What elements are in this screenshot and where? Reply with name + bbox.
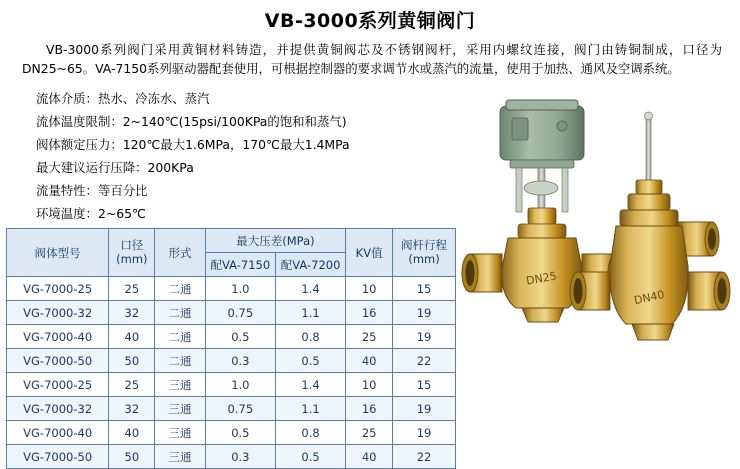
bonnet-right — [628, 194, 670, 210]
cell-model: VG-7000-25 — [7, 277, 109, 301]
spec-list — [36, 88, 456, 226]
table-body — [7, 277, 456, 469]
cell-p7150: 1.0 — [205, 277, 275, 301]
packing-nut-right — [636, 180, 662, 194]
cell-p7200: 1.1 — [275, 301, 345, 325]
stem-tip-right — [645, 112, 653, 120]
cell-p7150: 0.75 — [205, 301, 275, 325]
port-bore-right-outlet — [718, 278, 727, 304]
cell-dn: 25 — [109, 277, 155, 301]
column-header-form: 形式 — [155, 229, 205, 277]
cell-form: 三通 — [155, 397, 205, 421]
body-marking-left: DN25 — [525, 269, 558, 288]
cell-travel: 19 — [393, 301, 456, 325]
yoke-left-post — [516, 168, 522, 212]
column-header-model: 阀体型号 — [7, 229, 109, 277]
bottom-plug-left — [522, 308, 564, 322]
spec-item-max-pressure-drop: 最大建议运行压降：200KPa — [36, 159, 194, 175]
cell-p7150: 0.3 — [205, 445, 275, 469]
column-header-max-dp: 最大压差(MPa) — [205, 229, 345, 253]
cell-model: VG-7000-32 — [7, 397, 109, 421]
cell-model: VG-7000-40 — [7, 325, 109, 349]
table-header-row-1 — [7, 229, 456, 253]
cell-travel: 19 — [393, 421, 456, 445]
cell-form: 二通 — [155, 277, 205, 301]
cell-travel: 19 — [393, 397, 456, 421]
cell-kv: 25 — [346, 325, 393, 349]
cell-kv: 16 — [346, 301, 393, 325]
cell-p7200: 0.8 — [275, 421, 345, 445]
cell-kv: 16 — [346, 397, 393, 421]
spec-item-temperature-limit: 流体温度限制：2~140℃(15psi/100KPa的饱和和蒸气) — [36, 113, 347, 129]
cell-p7200: 1.4 — [275, 373, 345, 397]
cell-dn: 40 — [109, 325, 155, 349]
cell-p7200: 0.5 — [275, 445, 345, 469]
cell-p7150: 0.3 — [205, 349, 275, 373]
cell-model: VG-7000-40 — [7, 421, 109, 445]
spec-item-medium: 流体介质：热水、冷冻水、蒸汽 — [36, 91, 210, 106]
cell-p7200: 1.4 — [275, 277, 345, 301]
cell-p7150: 1.0 — [205, 373, 275, 397]
spec-item-rated-pressure: 阀体额定压力：120℃最大1.6MPa，170℃最大1.4MPa — [36, 136, 350, 152]
cell-p7150: 0.5 — [205, 421, 275, 445]
bonnet-nut-left — [518, 224, 566, 238]
column-header-va7150: 配VA-7150 — [205, 253, 275, 277]
cell-kv: 40 — [346, 349, 393, 373]
cell-form: 三通 — [155, 445, 205, 469]
actuator-label-plate — [512, 118, 528, 140]
cell-p7200: 0.8 — [275, 325, 345, 349]
cell-kv: 25 — [346, 421, 393, 445]
cell-kv: 10 — [346, 373, 393, 397]
spec-item-ambient-temperature: 环境温度：2~65℃ — [36, 205, 146, 221]
bonnet-left — [528, 208, 556, 224]
port-bore-left-inlet — [466, 260, 475, 286]
cell-travel: 15 — [393, 277, 456, 301]
table-row — [7, 277, 456, 301]
cell-model: VG-7000-50 — [7, 349, 109, 373]
column-header-dn-line2: (mm) — [116, 251, 148, 266]
table-row — [7, 325, 456, 349]
cell-dn: 32 — [109, 301, 155, 325]
yoke-right-post — [562, 168, 568, 212]
column-header-kv: KV值 — [346, 229, 393, 277]
table-header — [7, 229, 456, 277]
port-bore-right-branch — [708, 228, 716, 250]
cell-p7150: 0.75 — [205, 397, 275, 421]
column-header-travel — [393, 229, 456, 277]
cell-dn: 50 — [109, 349, 155, 373]
cell-travel: 22 — [393, 349, 456, 373]
cell-model: VG-7000-25 — [7, 373, 109, 397]
cell-form: 二通 — [155, 301, 205, 325]
column-header-va7200: 配VA-7200 — [275, 253, 345, 277]
right-valve-assembly — [570, 112, 730, 340]
column-header-travel-line1: 阀杆行程 — [401, 238, 448, 253]
table-row — [7, 397, 456, 421]
cell-dn: 40 — [109, 421, 155, 445]
cell-form: 三通 — [155, 373, 205, 397]
column-header-dn-line1: 口径 — [120, 238, 144, 253]
table-row — [7, 373, 456, 397]
port-bore-right-inlet — [574, 278, 583, 304]
cell-kv: 10 — [346, 277, 393, 301]
cell-dn: 25 — [109, 373, 155, 397]
cell-model: VG-7000-32 — [7, 301, 109, 325]
bonnet-nut-right — [620, 210, 678, 226]
product-illustration — [450, 96, 740, 433]
page-title: VB-3000系列黄铜阀门 — [264, 10, 476, 32]
valve-stem-right — [646, 118, 651, 180]
cell-dn: 50 — [109, 445, 155, 469]
cell-model: VG-7000-50 — [7, 445, 109, 469]
actuator-base — [510, 160, 574, 168]
column-header-travel-line2: (mm) — [408, 251, 440, 266]
bottom-plug-right — [632, 324, 674, 340]
cell-p7200: 1.1 — [275, 397, 345, 421]
cell-form: 二通 — [155, 325, 205, 349]
spec-item-flow-characteristic: 流量特性：等百分比 — [36, 182, 148, 198]
cell-dn: 32 — [109, 397, 155, 421]
cell-travel: 19 — [393, 325, 456, 349]
intro-paragraph: VB-3000系列阀门采用黄铜材料铸造，并提供黄铜阀芯及不锈钢阀杆，采用内螺纹连接，阀门由铸铜制成，口径为DN25~65。VA-7150系列驱动器配套使用，可根据控制器的要求调节水或蒸汽的流量，使用于加热、通风及空调系统。 — [22, 42, 722, 77]
table-row — [7, 349, 456, 373]
table-row — [7, 445, 456, 469]
valve-body-right — [610, 226, 688, 324]
actuator-knob — [557, 121, 567, 131]
cell-p7200: 0.5 — [275, 349, 345, 373]
cell-form: 三通 — [155, 421, 205, 445]
cell-travel: 15 — [393, 373, 456, 397]
body-marking-right: DN40 — [632, 288, 666, 308]
actuator-cap — [506, 100, 578, 110]
column-header-dn — [109, 229, 155, 277]
cell-travel: 22 — [393, 445, 456, 469]
cell-p7150: 0.5 — [205, 325, 275, 349]
cell-kv: 40 — [346, 445, 393, 469]
table-row — [7, 301, 456, 325]
stem-spring-indicator — [524, 181, 558, 195]
cell-form: 二通 — [155, 349, 205, 373]
valve-photo-svg — [450, 96, 740, 433]
